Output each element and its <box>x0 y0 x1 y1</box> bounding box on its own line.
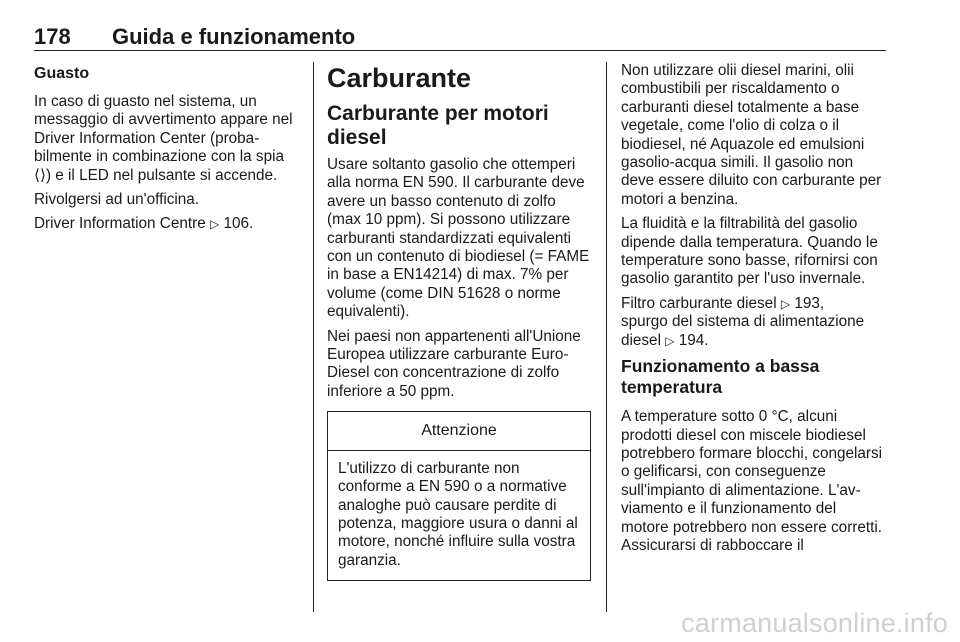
page-ref-link[interactable]: 194. <box>678 331 709 349</box>
heading-low-temperature: Funzionamento a bassa temperatura <box>621 356 820 398</box>
heading-guasto: Guasto <box>34 65 90 82</box>
section-title: Carburante <box>327 63 472 93</box>
page-ref-arrow-icon: ▷ <box>665 333 675 348</box>
column-left <box>34 62 299 240</box>
page-ref-arrow-icon: ▷ <box>209 217 220 232</box>
page-ref-link[interactable]: 106. <box>223 215 254 233</box>
paragraph: Nei paesi non appartenenti all'Unione Europea utilizzare carburante Euro-Diesel con concentrazione di zolfo inferiore a 50 ppm. <box>327 327 581 400</box>
subsection-title: Carburante per motori diesel <box>327 102 549 149</box>
running-title: Guida e funzionamento <box>112 24 356 49</box>
column-divider <box>606 62 607 612</box>
page-ref-arrow-icon: ▷ <box>780 296 791 311</box>
paragraph: Rivolgersi ad un'officina. <box>34 191 200 209</box>
paragraph: Usare soltanto gasolio che ottemperi alla norma EN 590. Il carburante deve avere un basso contenuto di zolfo (max 10 ppm). Si possono utilizzare carburanti standardizzati equivalenti con un contenuto di biodiesel (= FAME in base a EN14214) di max. 7% per volume (come DIN 51628 o norme equivalenti). <box>327 156 590 321</box>
paragraph: La fluidità e la filtrabilità del gasolio dipende dalla temperatura. Quando le temperature sono basse, rifornirsi con gasolio garantito per l'uso invernale. <box>621 215 878 288</box>
page-number: 178 <box>34 24 71 49</box>
warning-light-icon: ⟨⟩ <box>34 166 46 184</box>
column-right <box>621 62 887 561</box>
warning-title: Attenzione <box>328 412 590 450</box>
watermark: carmanualsonline.info <box>681 608 948 638</box>
paragraph-ref: Driver Information Centre ▷ 106. <box>34 215 254 233</box>
paragraph-refs: Filtro carburante diesel ▷ 193, spurgo del sistema di alimentazione diesel ▷ 194. <box>621 294 865 349</box>
paragraph: Non utilizzare olii diesel marini, olii combustibili per riscaldamento o carburanti diesel totalmente a base vegetale, come l'olio di colza o il biodiesel, né Aquazole ed emulsioni gasolio-acqua simili. Il gasolio non deve essere diluito con carburante per motori a benzina. <box>621 62 882 208</box>
warning-body: L'utilizzo di carburante non conforme a EN 590 o a normative analoghe può causare perdite di potenza, maggiore usura o danni al motore, nonché influire sulla vostra garanzia. <box>338 459 578 569</box>
warning-box <box>327 411 591 581</box>
paragraph: A temperature sotto 0 °C, alcuni prodotti diesel con miscele biodiesel potrebbero formare blocchi, congelarsi o gelificarsi, con conseguenze sull'impianto di alimentazione. L'avviamento e il funzionamento del motore potrebbero non essere corretti. Assicurarsi di rabboccare il <box>621 408 883 554</box>
page-ref-link[interactable]: 193, <box>794 294 825 312</box>
page-header <box>34 20 886 51</box>
column-divider <box>313 62 314 612</box>
paragraph: In caso di guasto nel sistema, un messaggio di avvertimento appare nel Driver Information Center (probabilmente in combinazione con la spia ⟨⟩) e il LED nel pulsante si accende. <box>34 93 293 184</box>
column-middle <box>327 62 593 581</box>
